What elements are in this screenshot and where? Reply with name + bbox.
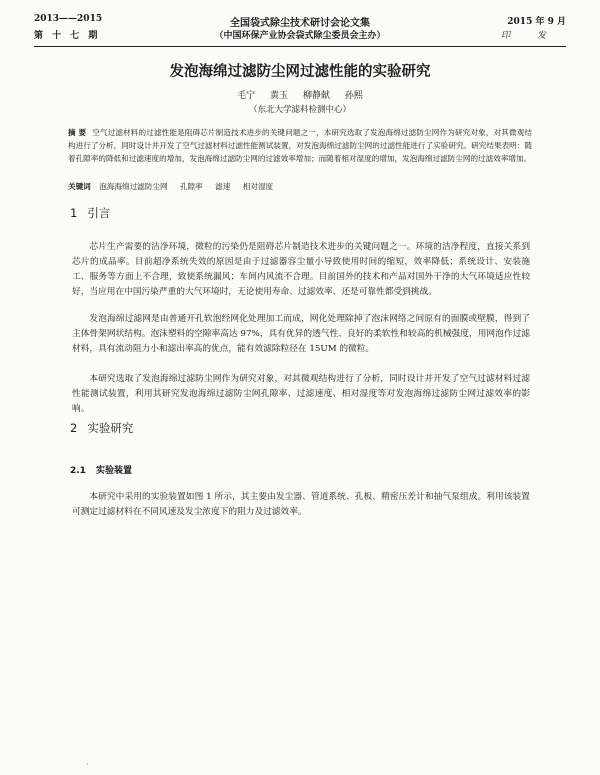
header-rule [34, 46, 566, 47]
header-organizer: （中国环保产业协会袋式除尘委员会主办） [214, 31, 386, 41]
intro-paragraph-3: 本研究选取了发泡海绵过滤防尘网作为研究对象，对其微观结构进行了分析，同时设计并开发了空气过滤材料过滤性能测试装置，利用其研究发泡海绵过滤防尘网孔隙率、过滤速度、相对湿度等对发泡海绵过滤防尘网过滤效率的影响。 [72, 374, 530, 414]
section-heading-experimental [70, 420, 133, 436]
header-years: 2013——2015 [34, 14, 103, 24]
intro-paragraph-1: 芯片生产需要的洁净环境，微粒的污染仍是阻碍芯片制造技术进步的关键问题之一。环境的洁净程度，直接关系到芯片的成品率。目前超净系统失效的原因是由于过滤器容尘量小导致使用时间的缩短，效率降低；系统设计、安装施工、服务等方面上不合理，致使系统漏风；车间内风流不合理。目前国外的技术和产品对国外干净的大气环境适应性较好，当应用在中国污染严重的大气环境时，无论使用寿命、过滤效率、还是可靠性都受到挑战。 [72, 242, 530, 297]
keywords [68, 181, 532, 192]
author: 柳静献 [302, 91, 330, 101]
header-date: 2015 年 9 月 [507, 17, 566, 27]
author: 孙熙 [344, 91, 363, 101]
running-header [34, 14, 566, 44]
section-heading-introduction [70, 205, 110, 221]
keyword: 泡海海绵过滤防尘网 [99, 182, 168, 191]
paper-title: 发泡海绵过滤防尘网过滤性能的实验研究 [169, 64, 431, 80]
header-issue: 第 十 七 期 [34, 31, 101, 41]
intro-paragraph-2: 发泡海绵过滤网是由普通开孔软泡经网化处理加工而成，网化处理除掉了泡沫网络之间原有的面膜或壁膜，得到了主体骨架网状结构。泡沫塑料的空隙率高达 97%，具有优异的透气性、良好的柔软性和较高的机械强度，用网泡作过滤材料，具有流动阻力小和滤出率高的优点，能有效滤除粒径在 15UM 的微粒。 [72, 314, 530, 354]
subsection-number: 2.1 [70, 466, 86, 476]
section-number: 1 [70, 206, 78, 220]
header-proceedings-title: 全国袋式除尘技术研讨会论文集 [230, 18, 370, 29]
keyword: 孔隙率 [179, 182, 203, 191]
header-printed: 印 发 [501, 31, 558, 41]
abstract [68, 126, 532, 165]
section-title: 引言 [87, 206, 111, 220]
affiliation: （东北大学滤料检测中心） [248, 105, 351, 115]
keyword: 相对湿度 [242, 182, 274, 191]
author: 毛宁 [237, 91, 256, 101]
author-list [0, 88, 600, 101]
abstract-text: 空气过滤材料的过滤性能是阻碍芯片制造技术进步的关键问题之一，本研究选取了发泡海绵过滤防尘网作为研究对象，对其微观结构进行了分析，同时设计并开发了空气过滤材料过滤性能测试装置，对发泡海绵过滤防尘网的过滤性能进行了实验研究。研究结果表明：随着孔隙率的降低和过滤速度的增加，发泡海绵过滤防尘网的过滤效率增加；而随着相对湿度的增加，发泡海绵过滤防尘网的过滤效率增加。 [68, 128, 532, 163]
subsection-title: 实验装置 [95, 466, 132, 476]
keyword: 滤速 [215, 182, 231, 191]
page-speck: · [86, 760, 89, 769]
author: 黄玉 [270, 91, 289, 101]
section-number: 2 [70, 421, 78, 435]
abstract-label: 摘 要 [68, 128, 87, 137]
apparatus-paragraph: 本研究中采用的实验装置如图 1 所示，其主要由发尘器、管道系统、孔板、精密压差计和抽气泵组成。利用该装置可测定过滤材料在不同风速及发尘浓度下的阻力及过滤效率。 [72, 492, 530, 517]
subsection-heading-apparatus [70, 463, 132, 476]
keywords-label: 关键词 [68, 182, 91, 191]
section-title: 实验研究 [87, 421, 134, 435]
